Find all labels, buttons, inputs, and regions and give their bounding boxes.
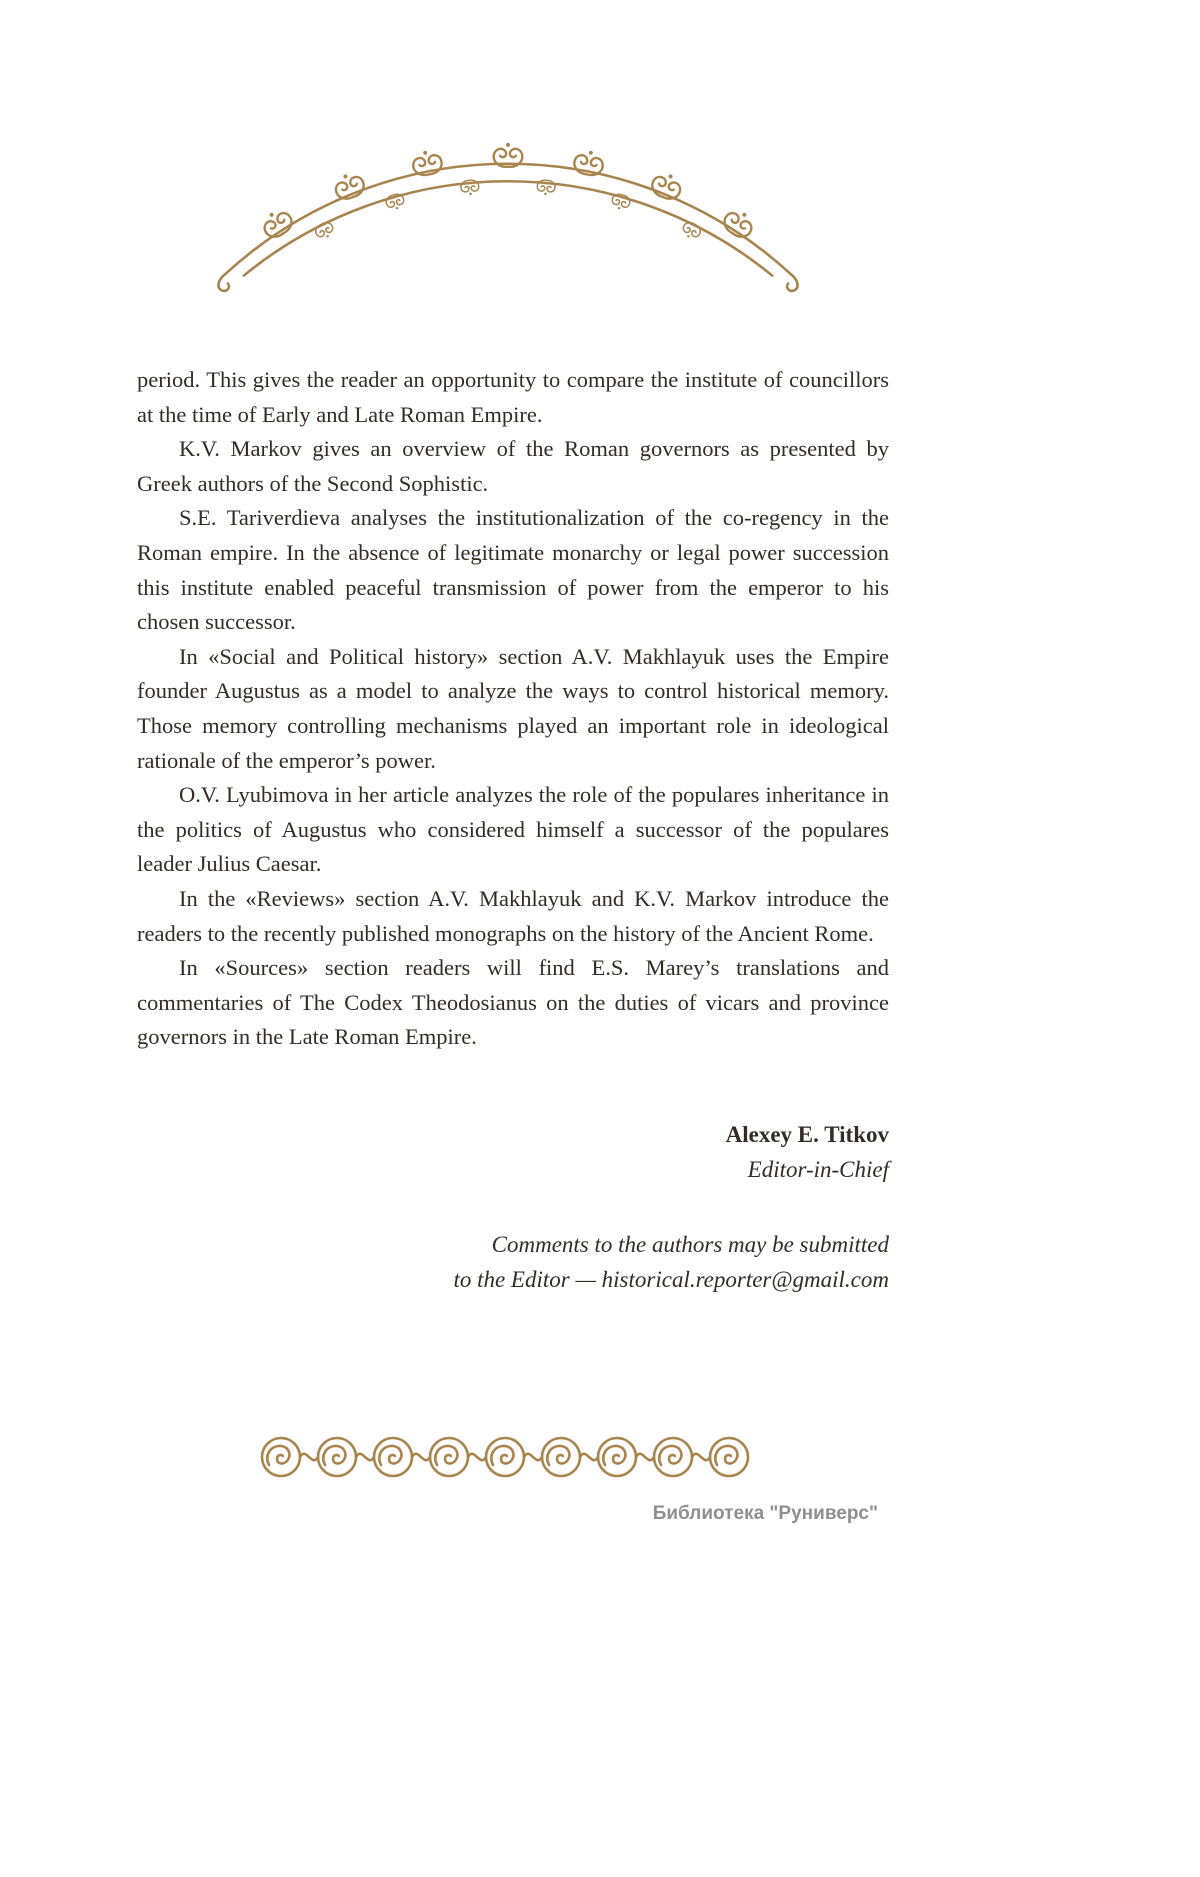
body-paragraph: O.V. Lyubimova in her article analyzes the role of the populares inheritance in the politics of Augustus who considered himself a successor of the populares leader Julius Caesar.	[137, 782, 889, 877]
library-watermark: Библиотека "Руниверс"	[652, 1503, 878, 1524]
body-paragraph: K.V. Markov gives an overview of the Roman governors as presented by Greek authors of the Second Sophistic.	[137, 436, 889, 496]
signature-block	[137, 1117, 889, 1187]
top-ornament-flourish	[210, 126, 806, 296]
signature-name: Alexey E. Titkov	[725, 1121, 889, 1147]
content-column	[137, 363, 889, 1297]
signature-role: Editor-in-Chief	[747, 1156, 889, 1182]
closing-note-line-2: to the Editor — historical.reporter@gmail.com	[453, 1266, 889, 1292]
bottom-ornament-border	[247, 1428, 763, 1486]
top-ornament-svg	[210, 126, 806, 296]
body-paragraph: In «Sources» section readers will find E.S. Marey’s translations and commentaries of The Codex Theodosianus on the duties of vicars and province governors in the Late Roman Empire.	[137, 955, 889, 1050]
closing-note-line-1: Comments to the authors may be submitted	[491, 1231, 889, 1257]
bottom-ornament-svg	[247, 1428, 763, 1486]
body-text	[137, 363, 889, 1055]
body-paragraph: In the «Reviews» section A.V. Makhlayuk and K.V. Markov introduce the readers to the recently published monographs on the history of the Ancient Rome.	[137, 885, 889, 946]
body-paragraph: S.E. Tariverdieva analyses the institutionalization of the co-regency in the Roman empire. In the absence of legitimate monarchy or legal power succession this institute enabled peaceful transmission of power from the emperor to his chosen successor.	[137, 505, 889, 635]
closing-note	[137, 1227, 889, 1297]
body-paragraph: In «Social and Political history» section A.V. Makhlayuk uses the Empire founder Augustus as a model to analyze the ways to control historical memory. Those memory controlling mechanisms played an important role in ideological rationale of the emperor’s power.	[137, 643, 889, 773]
body-paragraph: period. This gives the reader an opportunity to compare the institute of councillors at the time of Early and Late Roman Empire.	[137, 367, 889, 427]
